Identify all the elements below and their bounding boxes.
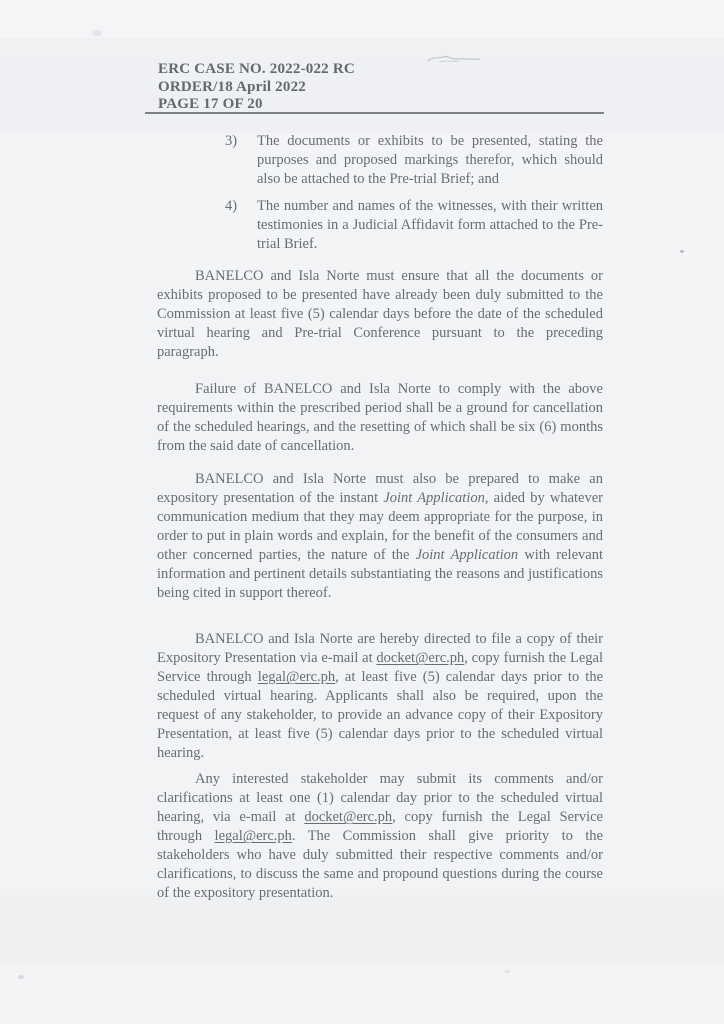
- scan-speck: [92, 30, 102, 36]
- paragraph-text: , copy furnish the Legal Service through: [157, 809, 603, 844]
- scan-artifact-band: [0, 895, 724, 965]
- list-item-text: The number and names of the witnesses, with their written testimonies in a Judicial Affidavit form attached to the Pre-trial Brief.: [257, 198, 603, 252]
- paragraph-expository-presentation: [157, 470, 603, 603]
- email-docket-erc-ph: docket@erc.ph: [376, 650, 465, 666]
- paragraph-text: , aided by whatever communication medium that they may deem appropriate for the purpose, in order to put in plain words and explain, for the benefit of the consumers and other concerned parties, the nature of the: [157, 490, 603, 563]
- list-item-4: [157, 197, 603, 254]
- paragraph-documents-submission: [157, 267, 603, 362]
- scan-speck: [680, 250, 684, 253]
- scan-speck: [18, 975, 24, 979]
- paragraph-text: . The Commission shall give priority to the stakeholders who have duly submitted their respective comments and/or clarifications, to discuss the same and propound questions during the course of the expository presentation.: [157, 828, 603, 901]
- document-header: [158, 61, 355, 114]
- italic-joint-application: Joint Application: [415, 547, 519, 563]
- list-item-3: [157, 132, 603, 189]
- paragraph-text: Failure of BANELCO and Isla Norte to comply with the above requirements within the prescribed period shall be a ground for cancellation of the scheduled hearings, and the resetting of which shall be six (6) months from the said date of cancellation.: [157, 381, 603, 454]
- case-number-line: ERC CASE NO. 2022-022 RC: [158, 61, 355, 77]
- paragraph-text: Any interested stakeholder may submit its comments and/or clarifications at least one (1) calendar day prior to the scheduled virtual hearing, via e-mail at: [157, 771, 603, 825]
- paragraph-failure-to-comply: [157, 380, 603, 456]
- list-item-number: 3): [225, 133, 238, 149]
- scan-artifact-band: [0, 38, 724, 133]
- paragraph-text: BANELCO and Isla Norte are hereby directed to file a copy of their Expository Presentation via e-mail at: [157, 631, 603, 666]
- scan-speck: [505, 970, 510, 973]
- paragraph-text: with relevant information and pertinent details substantiating the reasons and justifications being cited in support thereof.: [157, 547, 603, 601]
- page-number-line: PAGE 17 OF 20: [158, 96, 263, 112]
- italic-joint-application: Joint Application: [383, 490, 485, 506]
- list-item-number: 4): [225, 198, 238, 214]
- list-item-text: The documents or exhibits to be presented, stating the purposes and proposed markings therefor, which should also be attached to the Pre-trial Brief; and: [257, 133, 603, 187]
- email-legal-erc-ph: legal@erc.ph: [257, 669, 336, 685]
- paragraph-stakeholder-comments: [157, 770, 603, 903]
- paragraph-file-copy-email: [157, 630, 603, 763]
- header-divider-rule: [145, 112, 604, 114]
- paragraph-text: BANELCO and Isla Norte must also be prepared to make an expository presentation of the instant: [157, 471, 603, 506]
- paragraph-text: , at least five (5) calendar days prior to the scheduled virtual hearing. Applicants shall also be required, upon the request of any stakeholder, to provide an advance copy of their Expository Presentation, at least five (5) calendar days prior to the scheduled virtual hearing.: [157, 669, 604, 761]
- email-docket-erc-ph: docket@erc.ph: [304, 809, 393, 825]
- order-date-line: ORDER/18 April 2022: [158, 78, 306, 95]
- paragraph-text: , copy furnish the Legal Service through: [157, 650, 603, 685]
- handwritten-pencil-mark: [425, 50, 483, 66]
- email-legal-erc-ph: legal@erc.ph: [214, 828, 292, 844]
- paragraph-text: BANELCO and Isla Norte must ensure that all the documents or exhibits proposed to be presented have already been duly submitted to the Commission at least five (5) calendar days before the date of the scheduled virtual hearing and Pre-trial Conference pursuant to the preceding paragraph.: [157, 268, 603, 360]
